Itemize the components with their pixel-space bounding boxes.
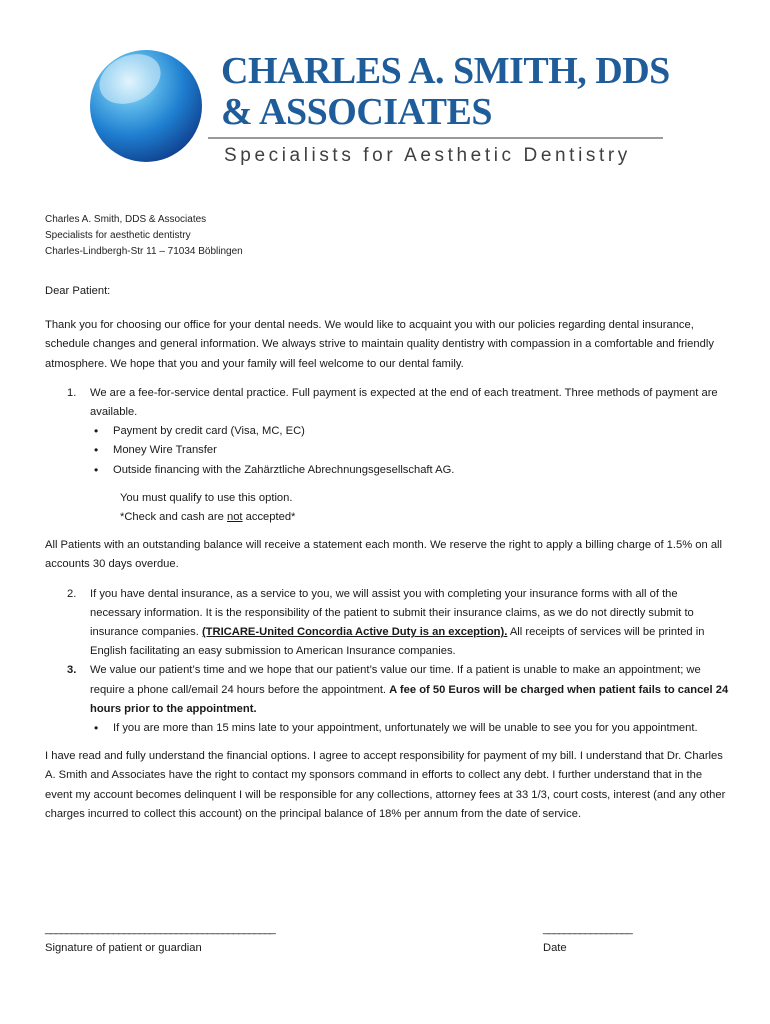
signature-block xyxy=(45,920,275,958)
address-block xyxy=(45,212,243,260)
late-policy-list xyxy=(90,719,730,738)
letter-body xyxy=(45,282,730,834)
item-text: We are a fee-for-service dental practice. Full payment is expected at the end of each treatment. Three methods of payment are available. xyxy=(90,386,718,419)
address-line2: Specialists for aesthetic dentistry xyxy=(45,230,191,241)
tricare-exception: (TRICARE-United Concordia Active Duty is an exception). xyxy=(201,626,508,639)
qualify-note: You must qualify to use this option. xyxy=(120,491,293,504)
item-number: 2. xyxy=(67,587,77,600)
policy-item-2: 2. If you have dental insurance, as a service to you, we will assist you with completing your insurance forms with all of the necessary information. It is the responsibility of the patient to submit their insurance claims, as we do not directly submit to insurance companies. (TRICARE-United Concordia Active Duty is an exception). All receipts of services will be printed in English facilitating an easy submission to American Insurance companies. xyxy=(45,585,730,662)
greeting: Dear Patient: xyxy=(45,285,111,297)
billing-paragraph: All Patients with an outstanding balance will receive a statement each month. We reserve the right to apply a billing charge of 1.5% on all accounts 30 days overdue. xyxy=(45,539,723,571)
list-item: • Money Wire Transfer xyxy=(90,441,730,460)
agreement-paragraph: I have read and fully understand the financial options. I agree to accept responsibility for payment of my bill. I understand that Dr. Charles A. Smith and Associates have the right to contact my sponsors command in efforts to collect any debt. I further understand that in the event my account becomes delinquent I will be responsible for any collections, attorney fees at 33 1/3, court costs, interest (and any other charges incurred to collect this account) on the principal balance of 18% per annum from the date of service. xyxy=(45,750,726,820)
list-item: • Payment by credit card (Visa, MC, EC) xyxy=(90,422,730,441)
payment-note xyxy=(45,489,730,527)
policy-item-1 xyxy=(45,384,730,480)
item-number: 3. xyxy=(67,664,77,677)
firm-name-line2: & ASSOCIATES xyxy=(221,91,493,133)
firm-tagline: Specialists for Aesthetic Dentistry xyxy=(224,145,631,166)
signature-label: Signature of patient or guardian xyxy=(45,942,202,954)
cancellation-fee: A fee of 50 Euros will be charged when patient fails to cancel 24 hours prior to the appointment. xyxy=(90,683,729,715)
firm-name-line1: CHARLES A. SMITH, DDS xyxy=(221,50,670,92)
header-divider xyxy=(208,137,663,139)
logo-globe-icon xyxy=(90,50,202,162)
policy-item-3: 3. We value our patient’s time and we hope that our patient’s value our time. If a patient is unable to make an appointment; we require a phone call/email 24 hours before the appointment. A fee of 50 Euros will be charged when patient fails to cancel 24 hours prior to the appointment. • If you are more than 15 mins late to your appointment, unfortunately we will be unable to see you for you appointment. xyxy=(45,661,730,738)
list-item: • If you are more than 15 mins late to your appointment, unfortunately we will be unable to see you for you appointment. xyxy=(90,719,730,738)
date-label: Date xyxy=(543,942,567,954)
date-line: _________________ xyxy=(543,923,632,935)
date-block xyxy=(543,920,632,958)
address-line3: Charles-Lindbergh-Str 11 – 71034 Böblingen xyxy=(45,246,243,257)
list-item: • Outside financing with the Zahärztliche Abrechnungsgesellschaft AG. xyxy=(90,461,730,480)
item-number: 1. xyxy=(67,386,77,399)
payment-methods-list xyxy=(90,422,730,480)
signature-line: ____________________________________________ xyxy=(45,923,275,935)
intro-paragraph: Thank you for choosing our office for your dental needs. We would like to acquaint you with our policies regarding dental insurance, schedule changes and general information. We always strive to maintain quality dentistry with compassion in a comfortable and friendly atmosphere. We hope that you and your family will feel welcome to our dental family. xyxy=(45,319,714,370)
emphasis-not: not xyxy=(226,511,243,524)
check-cash-note: *Check and cash are not accepted* xyxy=(120,511,296,524)
address-line1: Charles A. Smith, DDS & Associates xyxy=(45,214,207,225)
